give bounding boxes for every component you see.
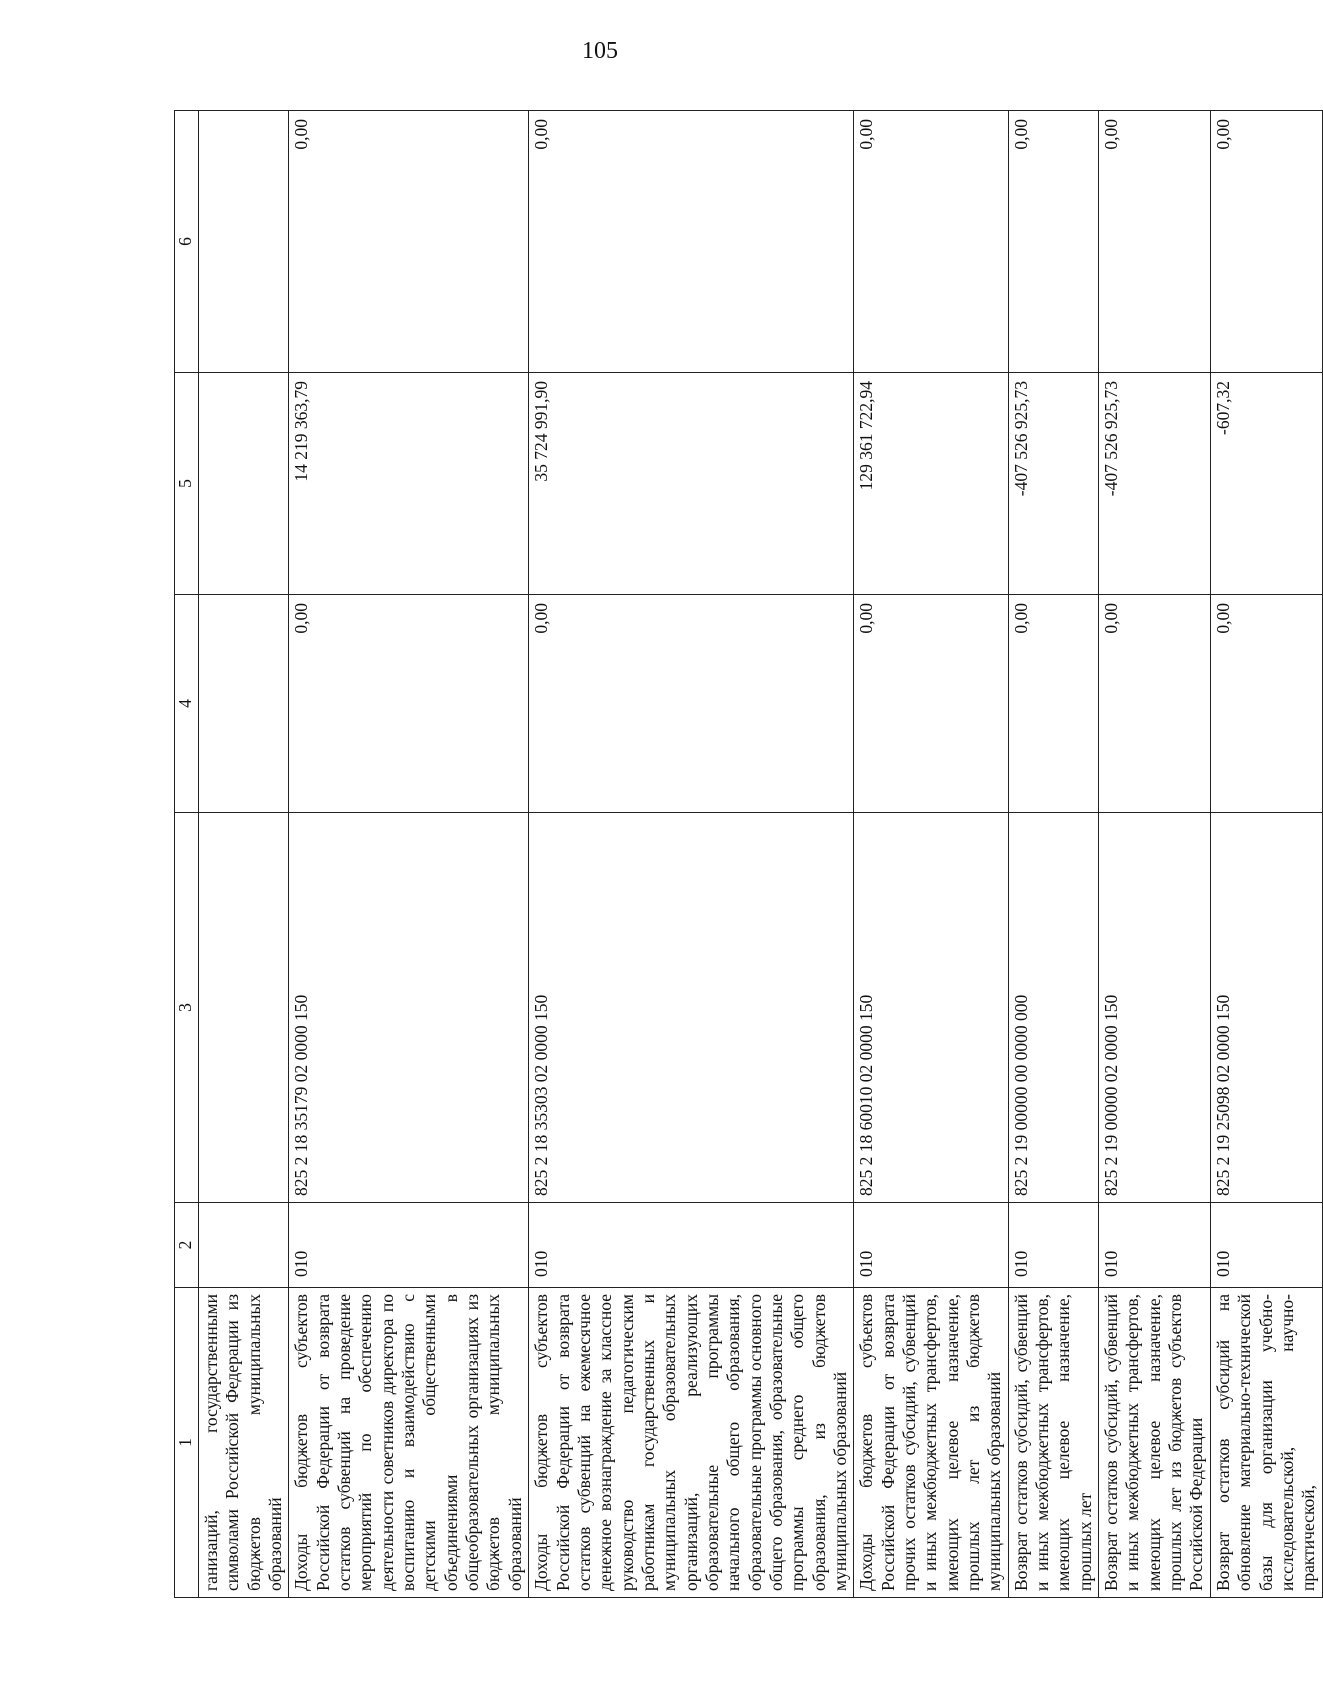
row-col4: 0,00 — [1099, 595, 1211, 813]
row-col4 — [199, 595, 289, 813]
row-name: Доходы бюджетов субъектов Российской Федерации от возврата прочих остатков субсидий, субвенций и иных межбюджетных трансфертов, имеющих целевое назначение, прошлых лет из бюджетов муниципальных образований — [854, 1288, 1008, 1598]
header-col-6: 6 — [175, 111, 199, 373]
row-col6: 0,00 — [289, 111, 529, 373]
row-kbk: 825 2 19 25098 02 0000 150 — [1210, 813, 1322, 1203]
row-col6: 0,00 — [1008, 111, 1098, 373]
row-col5: 14 219 363,79 — [289, 373, 529, 595]
row-col6: 0,00 — [529, 111, 854, 373]
row-col6: 0,00 — [1210, 111, 1322, 373]
row-code: 010 — [529, 1203, 854, 1288]
row-code: 010 — [854, 1203, 1008, 1288]
row-code: 010 — [1210, 1203, 1322, 1288]
row-col5 — [199, 373, 289, 595]
row-col4: 0,00 — [1008, 595, 1098, 813]
row-kbk: 825 2 18 60010 02 0000 150 — [854, 813, 1008, 1203]
row-col4: 0,00 — [529, 595, 854, 813]
row-col6 — [199, 111, 289, 373]
table-row — [1210, 111, 1322, 1598]
row-col4: 0,00 — [854, 595, 1008, 813]
budget-table — [174, 110, 1323, 1598]
row-name: Возврат остатков субсидий на обновление материально-технической базы для организации учебно-исследовательской, научно-практической, — [1210, 1288, 1322, 1598]
table-row — [529, 111, 854, 1598]
row-col5: -407 526 925,73 — [1008, 373, 1098, 595]
row-name: Доходы бюджетов субъектов Российской Федерации от возврата остатков субвенций на ежемесячное денежное вознаграждение за классное руководство педагогическим работникам государственных и муниципальных образовательных организаций, реализующих образовательные программы начального общего образования, образовательные программы основного общего образования, образовательные программы среднего общего образования, из бюджетов муниципальных образований — [529, 1288, 854, 1598]
row-kbk: 825 2 18 35179 02 0000 150 — [289, 813, 529, 1203]
row-code: 010 — [289, 1203, 529, 1288]
row-col5: -407 526 925,73 — [1099, 373, 1211, 595]
table-row — [199, 111, 289, 1598]
header-col-3: 3 — [175, 813, 199, 1203]
header-col-1: 1 — [175, 1288, 199, 1598]
row-col5: 35 724 991,90 — [529, 373, 854, 595]
row-kbk — [199, 813, 289, 1203]
header-col-4: 4 — [175, 595, 199, 813]
row-col4: 0,00 — [1210, 595, 1322, 813]
row-name: Возврат остатков субсидий, субвенций и иных межбюджетных трансфертов, имеющих целевое назначение, прошлых лет — [1008, 1288, 1098, 1598]
page-number: 105 — [582, 38, 618, 64]
row-name: Возврат остатков субсидий, субвенций и иных межбюджетных трансфертов, имеющих целевое назначение, прошлых лет из бюджетов субъектов Российской Федерации — [1099, 1288, 1211, 1598]
row-name: Доходы бюджетов субъектов Российской Федерации от возврата остатков субвенций на проведение мероприятий по обеспечению деятельности советников директора по воспитанию и взаимодействию с детскими общественными объединениями в общеобразовательных организациях из бюджетов муниципальных образований — [289, 1288, 529, 1598]
row-kbk: 825 2 19 00000 00 0000 000 — [1008, 813, 1098, 1203]
row-name: ганизаций, государственными символами Российской Федерации из бюджетов муниципальных образований — [199, 1288, 289, 1598]
table-header-row — [175, 111, 199, 1598]
header-col-5: 5 — [175, 373, 199, 595]
table-row — [854, 111, 1008, 1598]
table-row — [1008, 111, 1098, 1598]
row-col5: 129 361 722,94 — [854, 373, 1008, 595]
row-col6: 0,00 — [854, 111, 1008, 373]
row-kbk: 825 2 19 00000 02 0000 150 — [1099, 813, 1211, 1203]
table-row — [289, 111, 529, 1598]
header-col-2: 2 — [175, 1203, 199, 1288]
row-kbk: 825 2 18 35303 02 0000 150 — [529, 813, 854, 1203]
row-col6: 0,00 — [1099, 111, 1211, 373]
table-row — [1099, 111, 1211, 1598]
row-col5: -607,32 — [1210, 373, 1322, 595]
row-col4: 0,00 — [289, 595, 529, 813]
row-code: 010 — [1008, 1203, 1098, 1288]
row-code — [199, 1203, 289, 1288]
row-code: 010 — [1099, 1203, 1211, 1288]
rotated-table-container — [174, 111, 1319, 1598]
